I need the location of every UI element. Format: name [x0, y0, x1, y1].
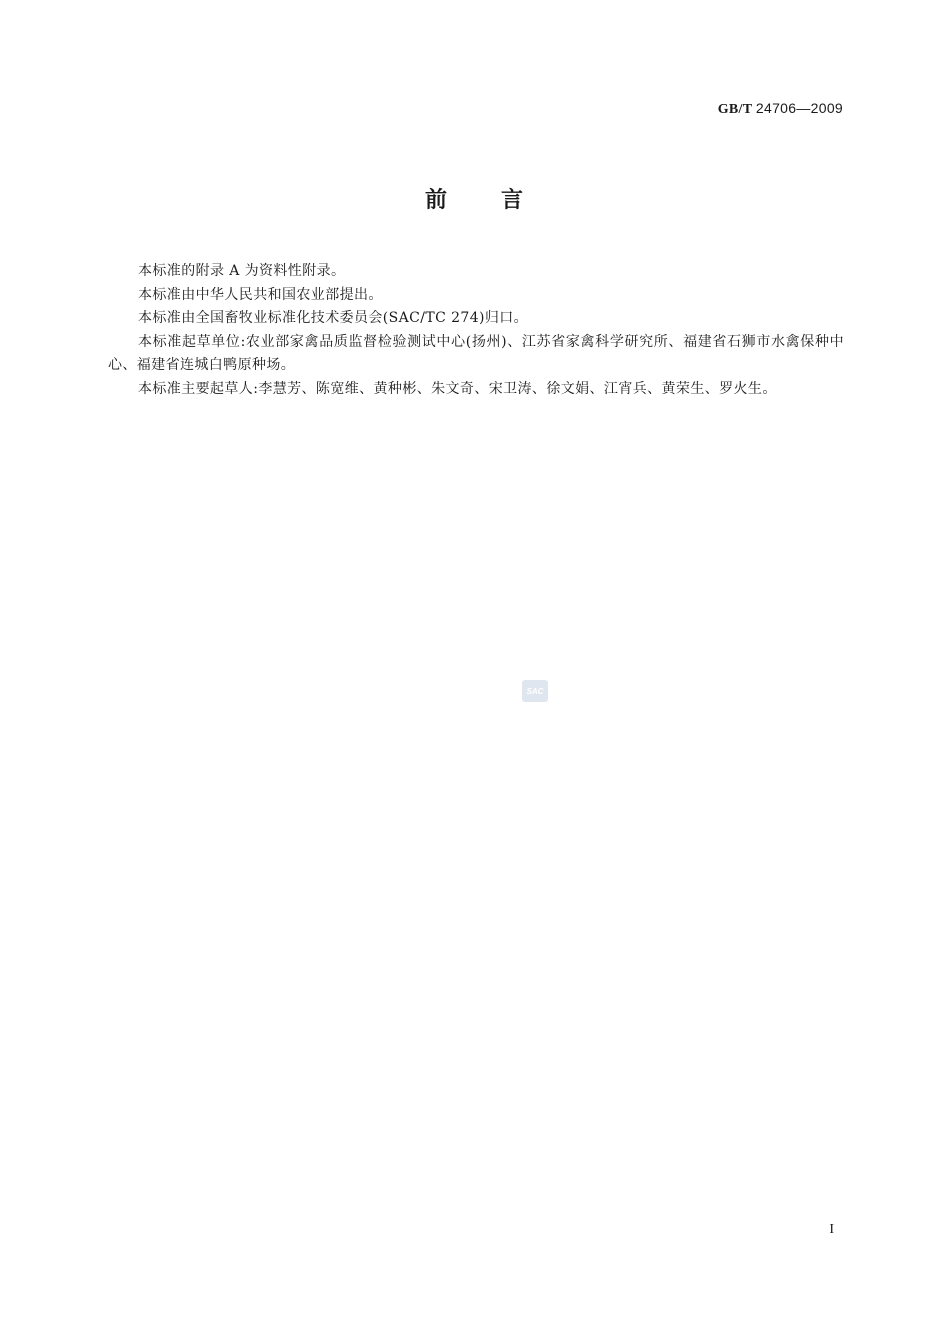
paragraph-appendix: 本标准的附录 A 为资料性附录。	[138, 263, 346, 279]
paragraph-drafting-units: 本标准起草单位:农业部家禽品质监督检验测试中心(扬州)、江苏省家禽科学研究所、福建省石狮市水禽保种中心、福建省连城白鸭原种场。	[108, 333, 844, 373]
paragraph-committee: 本标准由全国畜牧业标准化技术委员会(SAC/TC 274)归口。	[138, 310, 529, 326]
page-title-char-2: 言	[501, 188, 526, 213]
standard-code-number: 24706—2009	[755, 100, 843, 116]
sac-watermark-text: SAC	[526, 686, 544, 696]
paragraph-drafters: 本标准主要起草人:李慧芳、陈宽维、黄种彬、朱文奇、宋卫涛、徐文娟、江宵兵、黄荣生、罗火生。	[138, 380, 777, 397]
page-number: I	[829, 1222, 834, 1237]
foreword-body	[108, 260, 844, 401]
page-title	[0, 183, 950, 214]
paragraph-proposer: 本标准由中华人民共和国农业部提出。	[138, 286, 383, 303]
sac-watermark-logo	[522, 680, 548, 702]
page-title-char-1: 前	[424, 188, 449, 213]
standard-code	[718, 100, 843, 118]
standard-code-prefix: GB/T	[717, 102, 753, 117]
